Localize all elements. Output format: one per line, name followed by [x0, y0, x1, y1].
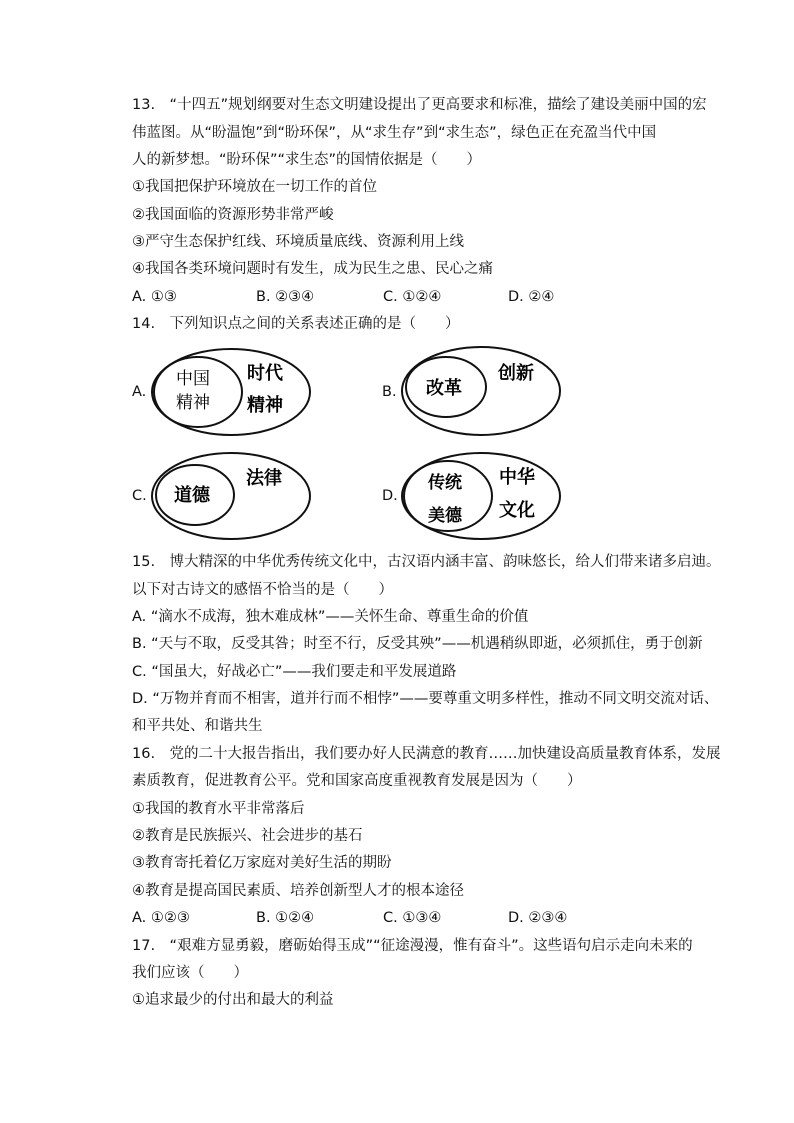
q16-option-c[interactable]: C. ①③④ — [383, 910, 442, 926]
q14-venn-b[interactable] — [400, 344, 565, 438]
q13-line: 伟蓝图。从“盼温饱”到“盼环保”，从“求生存”到“求生态”，绿色正在充盈当代中国 — [132, 125, 657, 141]
outer-label: 文化 — [499, 500, 535, 521]
q16-line: ③教育寄托着亿万家庭对美好生活的期盼 — [132, 855, 392, 871]
q16-line: 素质教育，促进教育公平。党和国家高度重视教育发展是因为（ ） — [132, 773, 582, 789]
q13-option-d[interactable]: D. ②④ — [508, 289, 555, 305]
q16-line: ②教育是民族振兴、社会进步的基石 — [132, 828, 363, 844]
q13-line: 人的新梦想。“盼环保”“求生态”的国情依据是（ ） — [132, 152, 482, 168]
q17-line: 我们应该（ ） — [132, 965, 248, 981]
q15-option-d-cont: 和平共处、和谐共生 — [132, 718, 263, 734]
q16-option-a[interactable]: A. ①②③ — [132, 910, 190, 926]
q13-option-c[interactable]: C. ①②④ — [383, 289, 442, 305]
q14-option-d-letter[interactable]: D. — [382, 488, 398, 504]
inner-label: 传统 — [428, 473, 462, 493]
q13-line: 13. “十四五”规划纲要对生态文明建设提出了更高要求和标准，描绘了建设美丽中国的宏 — [132, 97, 707, 113]
q13-line: ④我国各类环境问题时有发生，成为民生之患、民心之痛 — [132, 261, 493, 277]
inner-label: 改革 — [426, 378, 462, 399]
q16-option-b[interactable]: B. ①②④ — [256, 910, 315, 926]
q15-option-a[interactable]: A. “滴水不成海，独木难成林”——关怀生命、尊重生命的价值 — [132, 609, 529, 625]
inner-label: 美德 — [428, 506, 462, 526]
q17-line: 17. “艰难方显勇毅，磨砺始得玉成”“征途漫漫，惟有奋斗”。这些语句启示走向未来的 — [132, 938, 693, 954]
q14-venn-a[interactable] — [150, 346, 315, 438]
q15-option-c[interactable]: C. “国虽大，好战必亡”——我们要走和平发展道路 — [132, 664, 457, 680]
q14-option-b-letter[interactable]: B. — [382, 384, 397, 400]
inner-label: 精神 — [176, 393, 210, 413]
q15-line: 以下对古诗文的感悟不恰当的是（ ） — [132, 582, 393, 598]
q16-option-d[interactable]: D. ②③④ — [508, 910, 568, 926]
outer-label: 法律 — [246, 468, 282, 489]
q14-venn-c[interactable] — [150, 450, 315, 542]
q14-venn-d[interactable] — [400, 450, 565, 542]
outer-label: 创新 — [498, 363, 534, 384]
outer-label: 中华 — [499, 467, 535, 488]
q16-line: ①我国的教育水平非常落后 — [132, 801, 305, 817]
q16-line: ④教育是提高国民素质、培养创新型人才的根本途径 — [132, 883, 464, 899]
inner-ellipse — [154, 357, 242, 427]
inner-label: 中国 — [176, 369, 210, 389]
outer-label: 精神 — [247, 395, 283, 416]
q16-line: 16. 党的二十大报告指出，我们要办好人民满意的教育……加快建设高质量教育体系，发展 — [132, 746, 721, 762]
inner-label: 道德 — [174, 485, 210, 506]
q14-option-c-letter[interactable]: C. — [132, 488, 147, 504]
q15-option-b[interactable]: B. “天与不取，反受其咎；时至不行，反受其殃”——机遇稍纵即逝，必须抓住，勇于创新 — [132, 636, 703, 652]
outer-label: 时代 — [247, 363, 283, 384]
q13-option-b[interactable]: B. ②③④ — [256, 289, 315, 305]
q14-option-a-letter[interactable]: A. — [132, 384, 147, 400]
q13-line: ③严守生态保护红线、环境质量底线、资源利用上线 — [132, 234, 464, 250]
q13-option-a[interactable]: A. ①③ — [132, 289, 177, 305]
q13-line: ②我国面临的资源形势非常严峻 — [132, 207, 334, 223]
q15-line: 15. 博大精深的中华优秀传统文化中，古汉语内涵丰富、韵味悠长，给人们带来诸多启迪。 — [132, 554, 721, 570]
q13-line: ①我国把保护环境放在一切工作的首位 — [132, 179, 377, 195]
q14-stem: 14. 下列知识点之间的关系表述正确的是（ ） — [132, 316, 460, 332]
q15-option-d[interactable]: D. “万物并育而不相害，道并行而不相悖”——要尊重文明多样性，推动不同文明交流对话、 — [132, 691, 719, 707]
q17-line: ①追求最少的付出和最大的利益 — [132, 992, 334, 1008]
